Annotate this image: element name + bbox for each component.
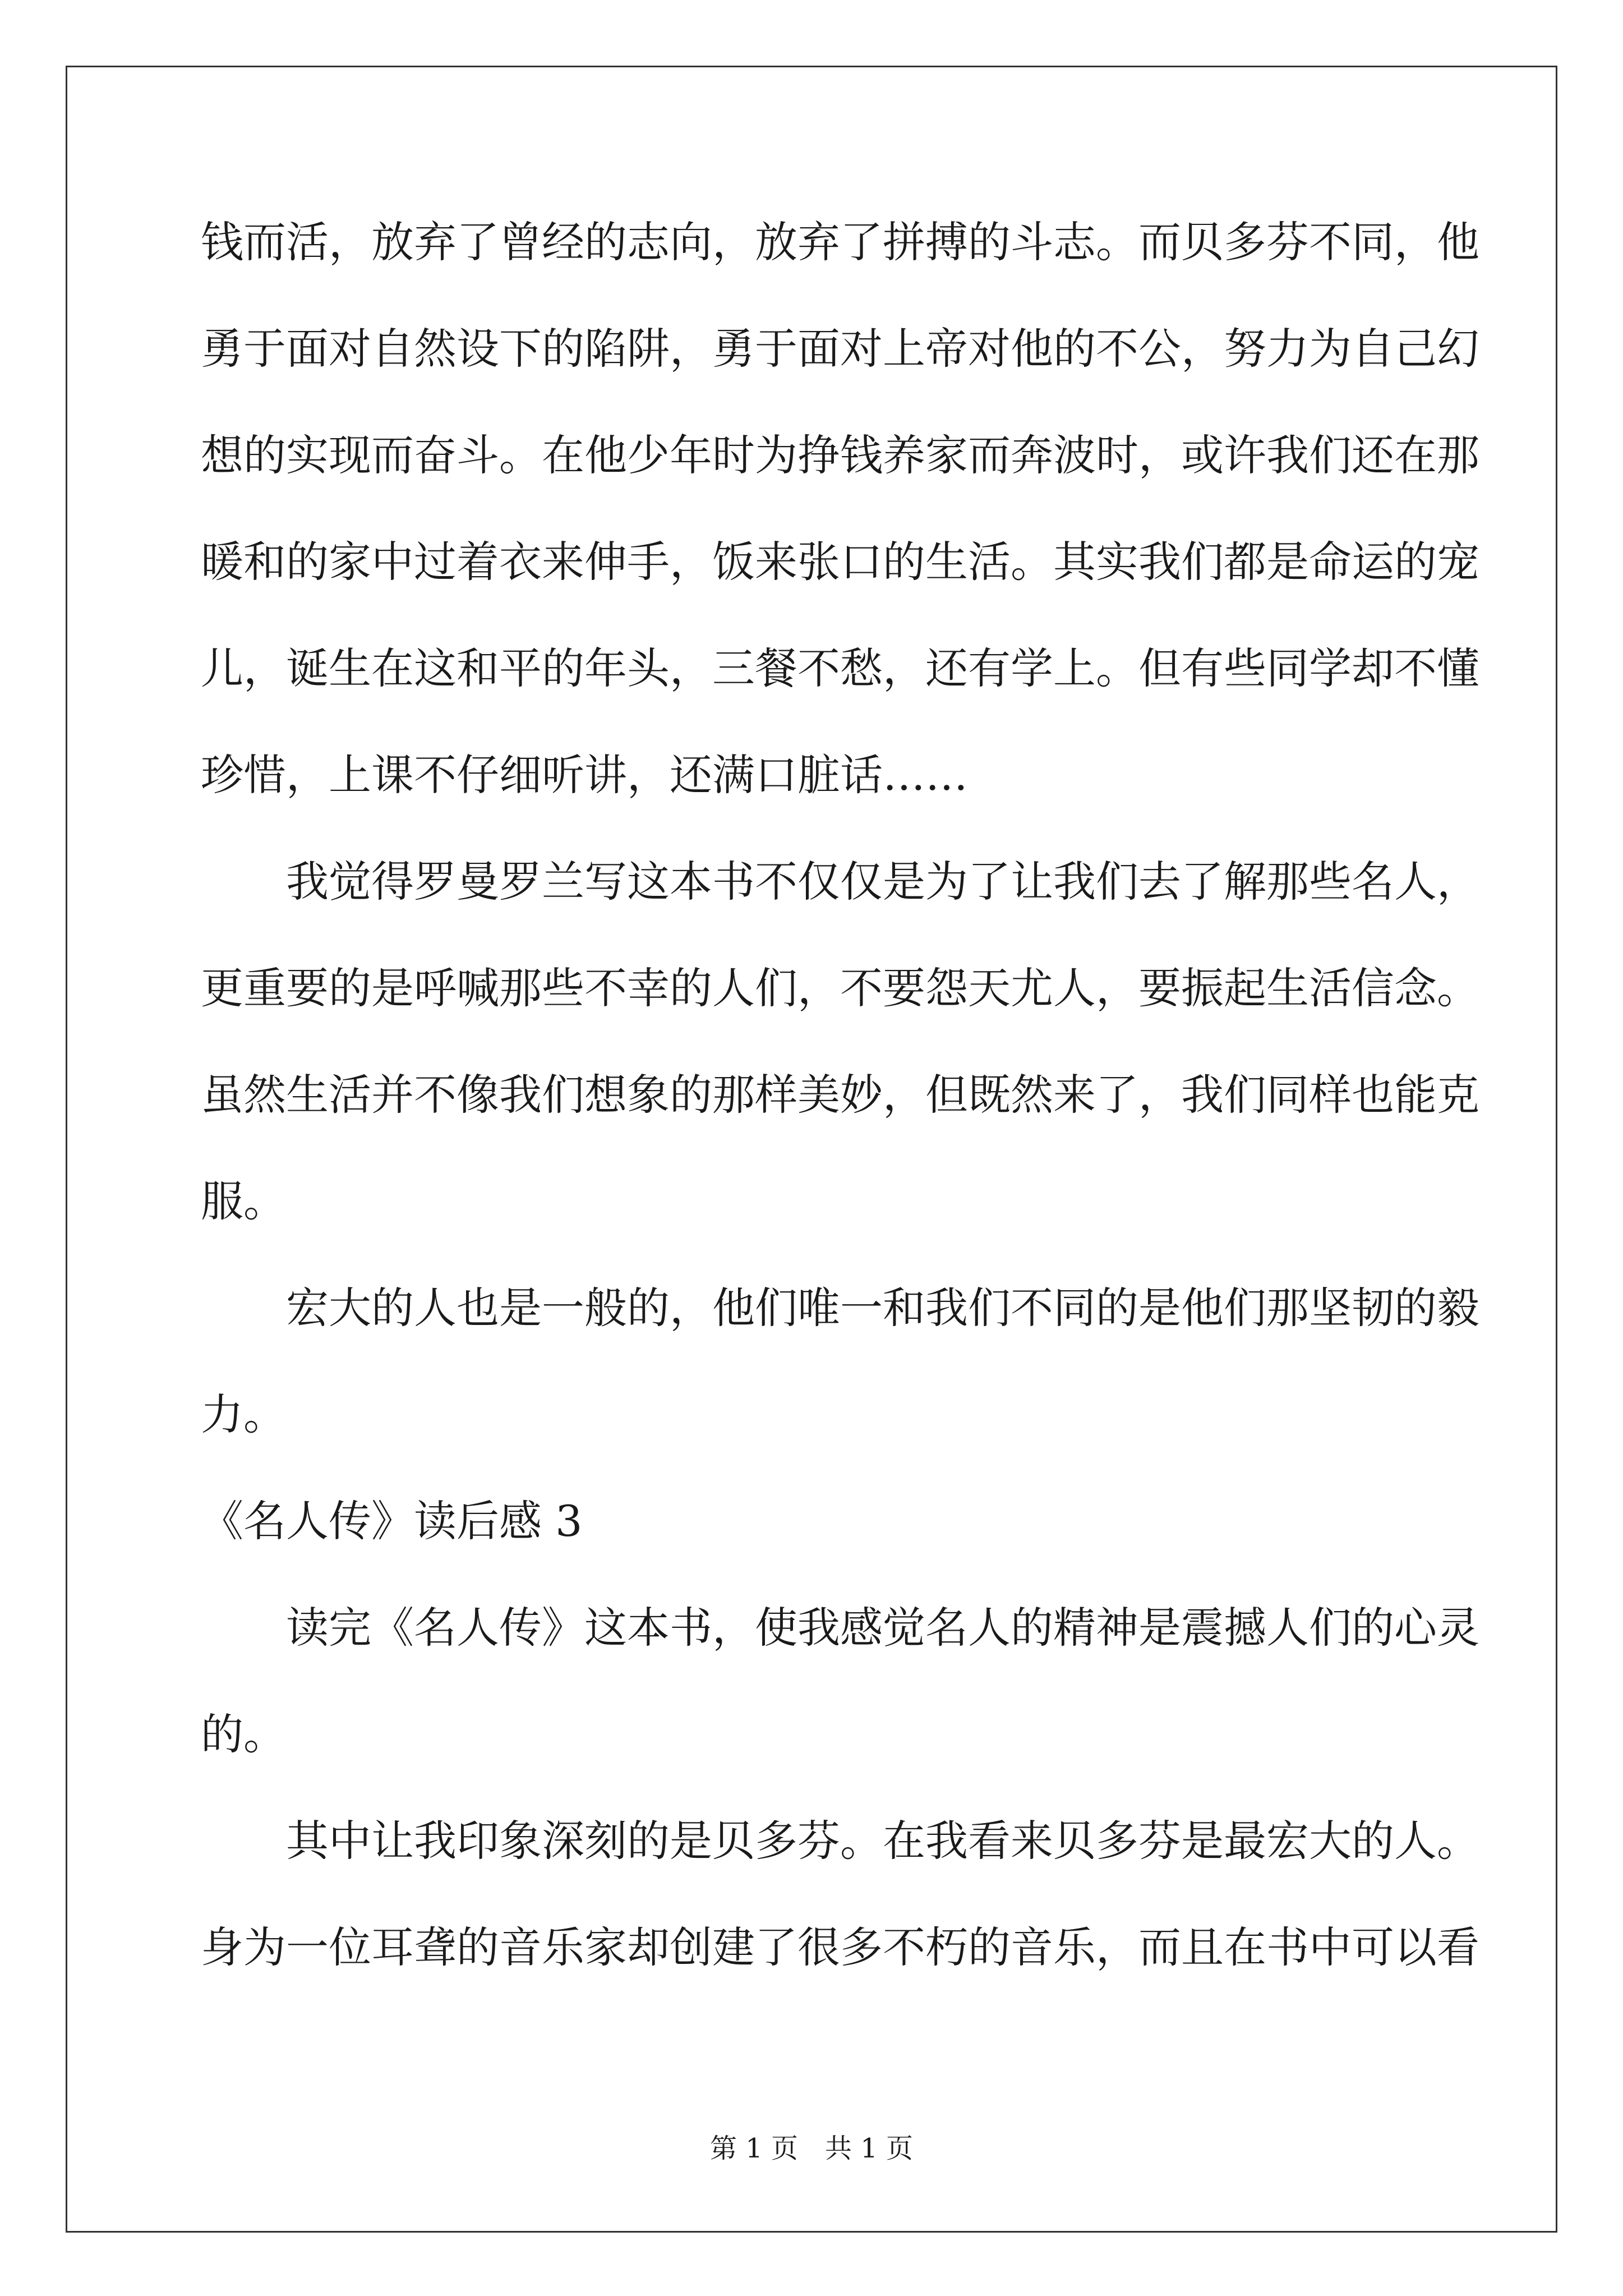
text-line: 我觉得罗曼罗兰写这本书不仅仅是为了让我们去了解那些名人， — [201, 857, 1479, 907]
text-line: 钱而活，放弃了曾经的志向，放弃了拼搏的斗志。而贝多芬不同，他 — [201, 217, 1479, 267]
page-footer: 第 1 页 共 1 页 — [709, 2133, 914, 2164]
page-border — [66, 66, 1557, 2233]
text-line: 想的实现而奋斗。在他少年时为挣钱养家而奔波时，或许我们还在那 — [201, 430, 1479, 480]
text-line: 身为一位耳聋的音乐家却创建了很多不朽的音乐，而且在书中可以看 — [201, 1922, 1479, 1972]
text-line: 暖和的家中过着衣来伸手，饭来张口的生活。其实我们都是命运的宠 — [201, 537, 1479, 587]
text-line: 宏大的人也是一般的，他们唯一和我们不同的是他们那坚韧的毅 — [201, 1283, 1479, 1333]
text-line: 儿，诞生在这和平的年头，三餐不愁，还有学上。但有些同学却不懂 — [201, 643, 1479, 693]
text-line: 更重要的是呼喊那些不幸的人们，不要怨天尤人，要振起生活信念。 — [201, 963, 1479, 1013]
text-line: 读完《名人传》这本书，使我感觉名人的精神是震撼人们的心灵 — [201, 1603, 1479, 1653]
text-line: 珍惜，上课不仔细听讲，还满口脏话…… — [201, 750, 968, 800]
text-line: 勇于面对自然设下的陷阱，勇于面对上帝对他的不公，努力为自己幻 — [201, 324, 1479, 374]
text-line: 服。 — [201, 1176, 286, 1226]
text-line: 虽然生活并不像我们想象的那样美妙，但既然来了，我们同样也能克 — [201, 1070, 1479, 1120]
text-line: 的。 — [201, 1709, 286, 1759]
text-line: 力。 — [201, 1389, 286, 1439]
section-heading: 《名人传》读后感 3 — [201, 1496, 583, 1546]
text-line: 其中让我印象深刻的是贝多芬。在我看来贝多芬是最宏大的人。 — [201, 1816, 1479, 1866]
